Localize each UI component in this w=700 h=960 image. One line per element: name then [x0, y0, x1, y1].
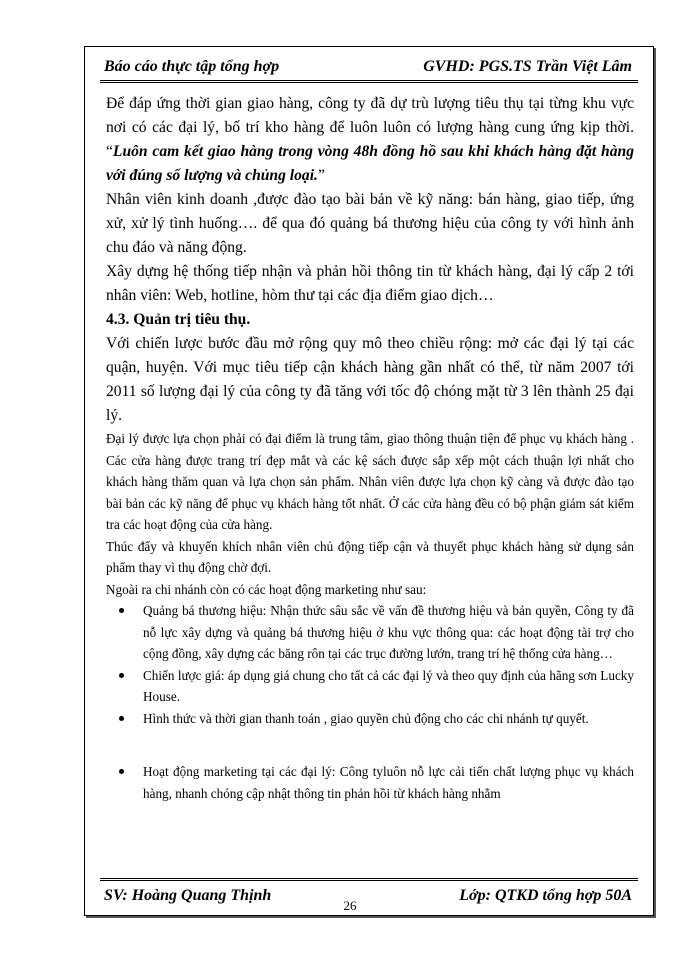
- paragraph-sales-staff: Nhân viên kinh doanh ,được đào tạo bài bản về kỹ năng: bán hàng, giao tiếp, ứng xử, xử lý tình huống…. để qua đó quảng bá thương hiệu của công ty với hình ảnh chu đáo và năng động.: [106, 191, 634, 256]
- list-item: [106, 665, 634, 708]
- paragraph-staff-motivation: Thúc đẩy và khuyến khích nhân viên chủ động tiếp cận và thuyết phục khách hàng sử dụng sản phẩm thay vì thụ động chờ đợi.: [106, 538, 634, 575]
- list-item-text: Hình thức và thời gian thanh toán , giao quyền chủ động cho các chi nhánh tự quyết.: [143, 710, 589, 726]
- header-supervisor: GVHD: PGS.TS Trần Việt Lâm: [423, 58, 632, 75]
- paragraph-marketing-intro: Ngoài ra chi nhánh còn có các hoạt động marketing như sau:: [106, 581, 427, 597]
- section-heading: 4.3. Quản trị tiêu thụ.: [106, 311, 251, 328]
- list-item-text: Hoạt động marketing tại các đại lý: Công tyluôn nỗ lực cải tiến chất lượng phục vụ khách hàng, nhanh chóng cập nhật thông tin phản hồi từ khách hàng nhằm: [143, 764, 634, 801]
- paragraph-feedback-system: Xây dựng hệ thống tiếp nhận và phản hồi thông tin từ khách hàng, đại lý cấp 2 tới nhân viên: Web, hotline, hòm thư tại các địa điểm giao dịch…: [106, 263, 634, 304]
- bullet-icon: [119, 608, 124, 613]
- bullet-icon: [119, 673, 124, 678]
- list-item: [106, 600, 634, 665]
- bullet-icon: [119, 716, 124, 721]
- header-report-title: Báo cáo thực tập tổng hợp: [104, 58, 280, 75]
- footer-student: SV: Hoàng Quang Thịnh: [104, 887, 272, 904]
- delivery-commitment-quote: Luôn cam kết giao hàng trong vòng 48h đồng hồ sau khi khách hàng đặt hàng với đúng số lượng và chủng loại.: [106, 143, 634, 184]
- marketing-list: [106, 600, 634, 804]
- page-number: 26: [343, 898, 357, 913]
- paragraph-delivery: [106, 92, 634, 188]
- list-item-text: Chiến lược giá: áp dụng giá chung cho tất cả các đại lý và theo quy định của hãng sơn Lucky House.: [143, 667, 634, 704]
- paragraph-agents: Đại lý được lựa chọn phải có đại điểm là trung tâm, giao thông thuận tiện để phục vụ khách hàng . Các cửa hàng được trang trí đẹp mắt và các kệ sách được sắp xếp một cách thuận lợi nhất cho khách hàng thăm quan và lựa chọn sản phẩm. Nhân viên được lựa chọn kỹ càng và được đào tạo bài bản các kỹ năng để phục vụ khách hàng tốt nhất. Ở các cửa hàng đều có bộ phận giám sát kiểm tra các hoạt động của cửa hàng.: [106, 431, 634, 532]
- page-header: [100, 56, 638, 83]
- paragraph-strategy: Với chiến lược bước đầu mở rộng quy mô theo chiều rộng: mở các đại lý tại các quận, huyện. Với mục tiêu tiếp cận khách hàng gần nhất có thể, từ năm 2007 tới 2011 số lượng đại lý của công ty đã tăng với tốc độ chóng mặt từ 3 lên thành 25 đại lý.: [106, 335, 634, 424]
- list-item: [106, 708, 634, 730]
- page-body: [106, 92, 634, 804]
- footer-class: Lớp: QTKD tổng hợp 50A: [459, 887, 632, 904]
- list-item: [106, 761, 634, 804]
- bullet-icon: [119, 769, 124, 774]
- list-item-text: Quảng bá thương hiệu: Nhận thức sâu sắc về vấn đề thương hiệu và bản quyền, Công ty đã nỗ lực xây dựng và quảng bá thương hiệu ở khu vực thông qua: các hoạt động tài trợ cho cộng đồng, xây dựng các băng rôn tại các trục đường lướn, trang trí hệ thống cửa hàng…: [143, 603, 634, 661]
- quote-close: ”: [317, 167, 325, 184]
- paragraph-delivery-text: Để đáp ứng thời gian giao hàng, công ty đã dự trù lượng tiêu thụ tại từng khu vực nơi có các đại lý, bố trí kho hàng để luôn luôn có lượng hàng cung ứng kịp thời. “: [106, 95, 634, 160]
